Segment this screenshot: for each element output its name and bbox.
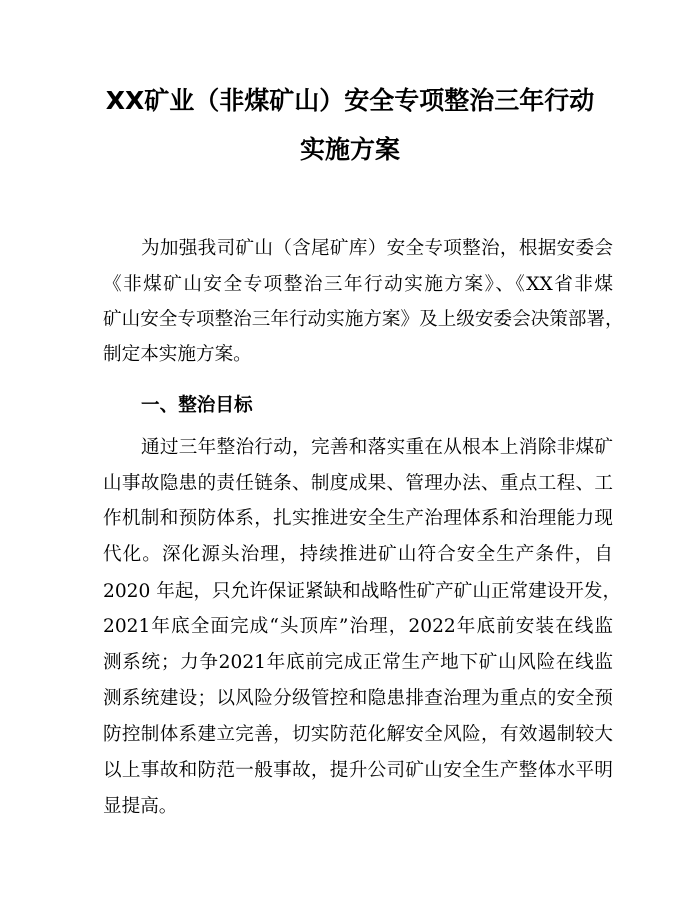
section-body-line: 作机制和预防体系，扎实推进安全生产治理体系和治理能力现 [103, 508, 613, 529]
section-body-line: 以上事故和防范一般事故，提升公司矿山安全生产整体水平明 [103, 760, 613, 781]
intro-line: 《非煤矿山安全专项整治三年行动实施方案》、《XX省非煤 [103, 274, 613, 295]
section-body-line: 通过三年整治行动，完善和落实重在从根本上消除非煤矿 [141, 437, 613, 458]
intro-line: 矿山安全专项整治三年行动实施方案》及上级安委会决策部署， [103, 309, 624, 330]
section-body-line: 2021年底全面完成“头顶库”治理，2022年底前安装在线监 [103, 616, 613, 637]
section-heading: 一、整治目标 [141, 395, 253, 416]
section-body-line: 山事故隐患的责任链条、制度成果、管理办法、重点工程、工 [103, 473, 613, 494]
section-body-line: 代化。深化源头治理，持续推进矿山符合安全生产条件，自 [103, 544, 613, 565]
intro-line: 制定本实施方案。 [103, 344, 252, 365]
section-body-line: 防控制体系建立完善，切实防范化解安全风险，有效遏制较大 [103, 724, 613, 745]
intro-line: 为加强我司矿山（含尾矿库）安全专项整治，根据安委会 [141, 238, 613, 259]
section-body-line: 测系统；力争2021年底前完成正常生产地下矿山风险在线监 [103, 652, 613, 673]
document-title-line-2: 实施方案 [299, 135, 400, 164]
section-body-line: 显提高。 [103, 796, 178, 817]
section-body-line: 2020 年起，只允许保证紧缺和战略性矿产矿山正常建设开发， [103, 581, 622, 602]
document-title-line-1: XX矿业（非煤矿山）安全专项整治三年行动 [105, 86, 595, 115]
section-body-line: 测系统建设；以风险分级管控和隐患排查治理为重点的安全预 [103, 688, 613, 709]
